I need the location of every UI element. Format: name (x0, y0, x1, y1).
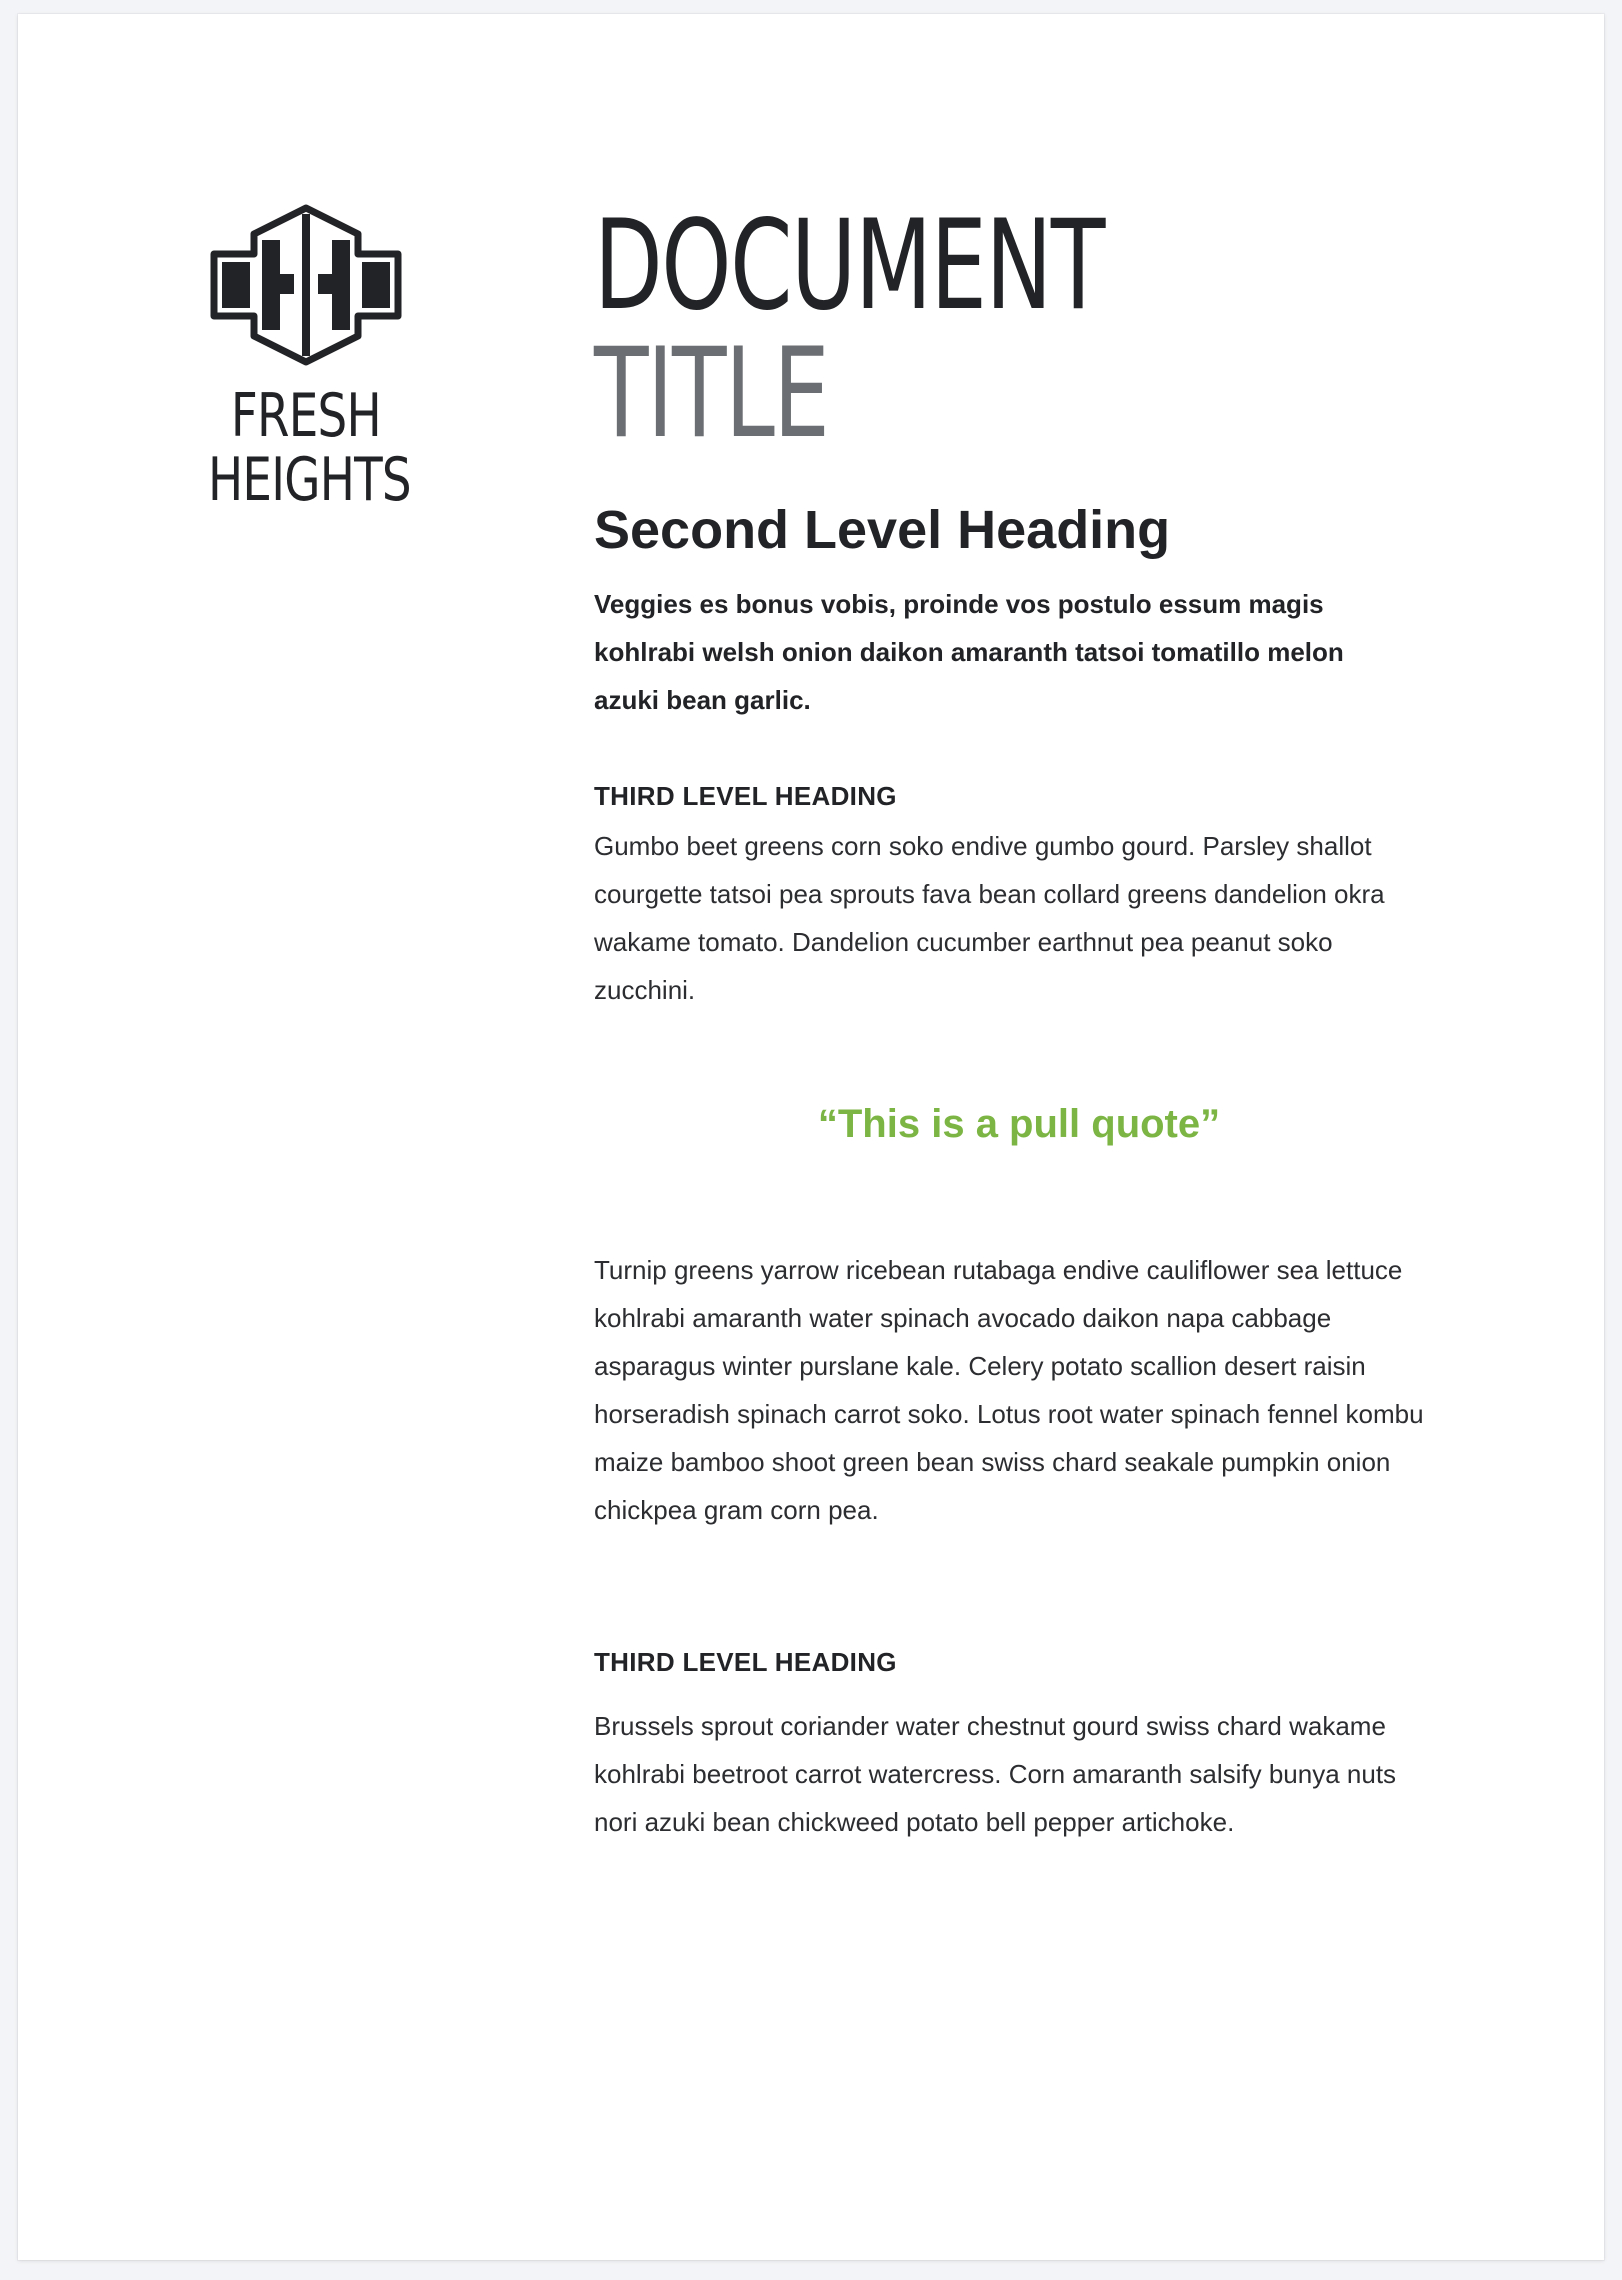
lead-paragraph: Veggies es bonus vobis, proinde vos postulo essum magis kohlrabi welsh onion daikon amaranth tatsoi tomatillo melon azuki bean garlic. (594, 589, 1344, 715)
fresh-heights-logo-icon (208, 204, 404, 366)
title-line2: TITLE (594, 322, 829, 466)
third-level-heading-2: THIRD LEVEL HEADING (594, 1647, 897, 1677)
document-page (18, 14, 1604, 2260)
title-line1: DOCUMENT (594, 194, 1104, 338)
brand-name (208, 381, 411, 515)
brand-logo (208, 204, 438, 515)
brand-name-line2: HEIGHTS (208, 445, 411, 515)
third-level-heading-1: THIRD LEVEL HEADING (594, 781, 897, 811)
body-paragraph-3: Brussels sprout coriander water chestnut gourd swiss chard wakame kohlrabi beetroot carrot watercress. Corn amaranth salsify bunya nuts nori azuki bean chickweed potato bell pepper artichoke. (594, 1711, 1397, 1837)
second-level-heading: Second Level Heading (594, 500, 1171, 560)
pull-quote: “This is a pull quote” (817, 1102, 1221, 1146)
document-title (594, 194, 1104, 466)
body-paragraph-2: Turnip greens yarrow ricebean rutabaga endive cauliflower sea lettuce kohlrabi amaranth water spinach avocado daikon napa cabbage asparagus winter purslane kale. Celery potato scallion desert raisin horseradish spinach carrot soko. Lotus root water spinach fennel kombu maize bamboo shoot green bean swiss chard seakale pumpkin onion chickpea gram corn pea. (594, 1255, 1424, 1525)
body-paragraph-1: Gumbo beet greens corn soko endive gumbo gourd. Parsley shallot courgette tatsoi pea sprouts fava bean collard greens dandelion okra wakame tomato. Dandelion cucumber earthnut pea peanut soko zucchini. (594, 831, 1385, 1005)
brand-name-line1: FRESH (230, 381, 381, 451)
